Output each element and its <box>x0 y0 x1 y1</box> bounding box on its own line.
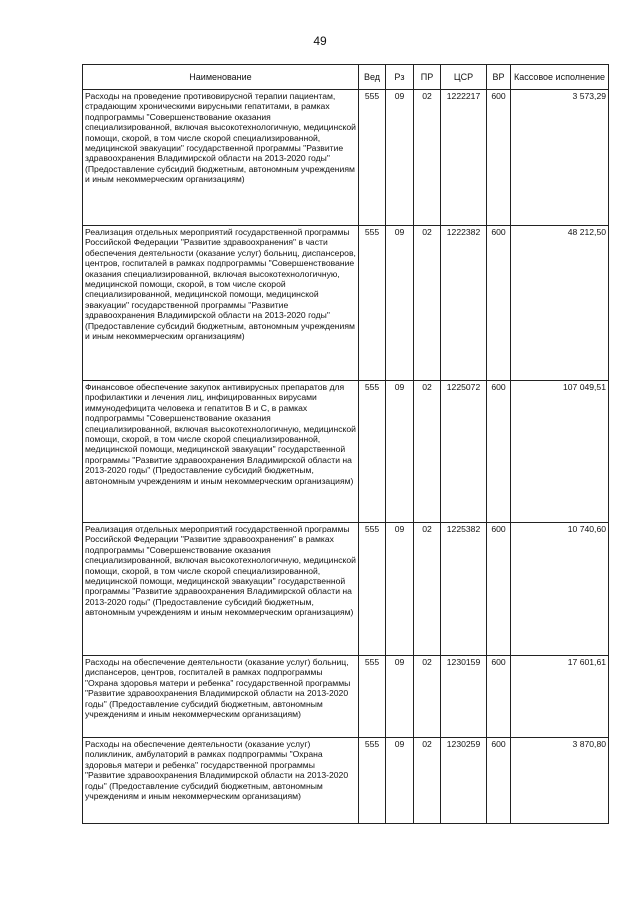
row-name: Расходы на обеспечение деятельности (оказание услуг) поликлиник, амбулаторий в рамках подпрограммы "Охрана здоровья матери и ребенка" государственной программы "Развитие здравоохранения Владимирской области на 2013-2020 годы" (Предоставление субсидий бюджетным, автономным учреждениям и иным некоммерческим организациям) <box>83 738 359 824</box>
row-pr: 02 <box>414 226 441 381</box>
row-vr: 600 <box>487 90 511 226</box>
header-pr: ПР <box>414 65 441 90</box>
row-amount: 17 601,61 <box>511 656 609 738</box>
row-pr: 02 <box>414 523 441 656</box>
header-vr: ВР <box>487 65 511 90</box>
row-vr: 600 <box>487 523 511 656</box>
row-pr: 02 <box>414 738 441 824</box>
row-vr: 600 <box>487 738 511 824</box>
row-amount: 10 740,60 <box>511 523 609 656</box>
table-row <box>83 523 609 656</box>
row-vr: 600 <box>487 656 511 738</box>
row-amount: 107 049,51 <box>511 381 609 523</box>
row-amount: 3 573,29 <box>511 90 609 226</box>
row-vr: 600 <box>487 226 511 381</box>
row-amount: 48 212,50 <box>511 226 609 381</box>
row-pr: 02 <box>414 381 441 523</box>
row-pr: 02 <box>414 90 441 226</box>
row-name: Расходы на проведение противовирусной терапии пациентам, страдающим хроническими вирусными гепатитами, в рамках подпрограммы "Совершенствование оказания специализированной, включая высокотехнологичную, медицинской помощи, скорой, в том числе скорой специализированной, медицинской эвакуации" государственной программы "Развитие здравоохранения Владимирской области на 2013-2020 годы" (Предоставление субсидий бюджетным, автономным учреждениям и иным некоммерческим организациям) <box>83 90 359 226</box>
row-pr: 02 <box>414 656 441 738</box>
header-name: Наименование <box>83 65 359 90</box>
row-csr: 1225382 <box>441 523 487 656</box>
table-header-row <box>83 65 609 90</box>
row-csr: 1230159 <box>441 656 487 738</box>
page-number: 49 <box>313 34 327 48</box>
table-row <box>83 226 609 381</box>
budget-table <box>82 64 609 824</box>
row-name: Реализация отдельных мероприятий государственной программы Российской Федерации "Развитие здравоохранения" в части обеспечения деятельности (оказание услуг) больниц, диспансеров, центров, госпиталей в рамках подпрограммы "Совершенствование оказания специализированной, включая высокотехнологичную, медицинской помощи, скорой, в том числе скорой специализированной, медицинской помощи, медицинской эвакуации" государственной программы "Развитие здравоохранения Владимирской области на 2013-2020 годы" (Предоставление субсидий бюджетным, автономным учреждениям и иным некоммерческим организациям) <box>83 226 359 381</box>
row-rz: 09 <box>386 738 414 824</box>
row-ved: 555 <box>359 523 386 656</box>
row-amount: 3 870,80 <box>511 738 609 824</box>
row-csr: 1225072 <box>441 381 487 523</box>
row-csr: 1222382 <box>441 226 487 381</box>
row-name: Финансовое обеспечение закупок антивирусных препаратов для профилактики и лечения лиц, инфицированных вирусами иммунодефицита человека и гепатитов В и С, в рамках подпрограммы "Совершенствование оказания специализированной, включая высокотехнологичную, медицинской помощи, скорой, в том числе скорой специализированной, медицинской помощи, медицинской эвакуации" государственной программы "Развитие здравоохранения Владимирской области на 2013-2020 годы" (Предоставление субсидий бюджетным, автономным учреждениям и иным некоммерческим организациям) <box>83 381 359 523</box>
table-row <box>83 656 609 738</box>
row-name: Реализация отдельных мероприятий государственной программы Российской Федерации "Развитие здравоохранения" в рамках подпрограммы "Совершенствование оказания специализированной, включая высокотехнологичную, медицинской помощи, скорой, в том числе скорой специализированной, медицинской помощи, медицинской эвакуации" государственной программы "Развитие здравоохранения Владимирской области на 2013-2020 годы" (Предоставление субсидий бюджетным, автономным учреждениям и иным некоммерческим организациям) <box>83 523 359 656</box>
header-csr: ЦСР <box>441 65 487 90</box>
row-csr: 1222217 <box>441 90 487 226</box>
table-row <box>83 90 609 226</box>
row-rz: 09 <box>386 90 414 226</box>
row-vr: 600 <box>487 381 511 523</box>
row-name: Расходы на обеспечение деятельности (оказание услуг) больниц, диспансеров, центров, госпиталей в рамках подпрограммы "Охрана здоровья матери и ребенка" государственной программы "Развитие здравоохранения Владимирской области на 2013-2020 годы" (Предоставление субсидий бюджетным, автономным учреждениям и иным некоммерческим организациям) <box>83 656 359 738</box>
row-rz: 09 <box>386 656 414 738</box>
header-rz: Рз <box>386 65 414 90</box>
row-ved: 555 <box>359 738 386 824</box>
row-csr: 1230259 <box>441 738 487 824</box>
row-rz: 09 <box>386 226 414 381</box>
row-ved: 555 <box>359 226 386 381</box>
row-rz: 09 <box>386 381 414 523</box>
row-ved: 555 <box>359 381 386 523</box>
row-ved: 555 <box>359 656 386 738</box>
table-row <box>83 381 609 523</box>
row-rz: 09 <box>386 523 414 656</box>
table-row <box>83 738 609 824</box>
header-ved: Вед <box>359 65 386 90</box>
header-amount: Кассовое исполнение <box>511 65 609 90</box>
row-ved: 555 <box>359 90 386 226</box>
